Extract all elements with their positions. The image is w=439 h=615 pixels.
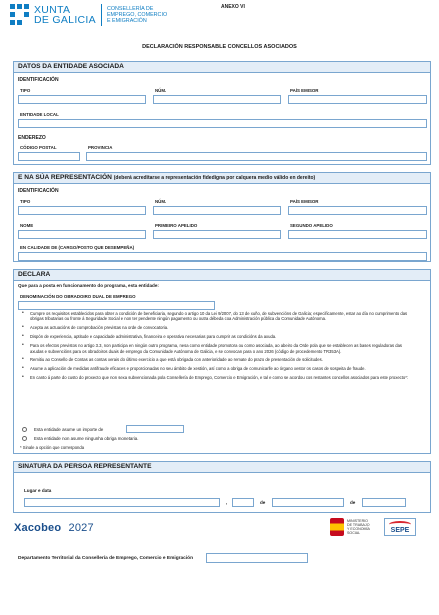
document-title: DECLARACIÓN RESPONSABLE CONCELLOS ASOCIADOS	[142, 44, 297, 50]
declaration-item: • Asume a aplicación de medidas antifraude eficaces e proporcionadas no seu ámbito de xestión, así como a obriga de comunicarlle ao órgano xestor os casos de sospeita de fraude.	[22, 366, 412, 371]
conselleria-name	[107, 6, 167, 24]
partner-logos	[330, 518, 416, 536]
option-assume-amount-label: Esta entidade asume un importe de	[34, 427, 104, 432]
rep-surname2-label: SEGUNDO APELIDO	[290, 223, 333, 228]
rep-name-field[interactable]	[18, 230, 146, 239]
declaration-item: • Acepta as actuacións de comprobación previstas na orde de convocatoria.	[22, 325, 412, 330]
xunta-logo	[10, 4, 167, 26]
rep-surname1-field[interactable]	[153, 230, 281, 239]
declaration-list	[22, 311, 412, 384]
declaration-item: • En canto á parte do custo do proxecto que non sexa subvencionada pola Consellería de Emprego, Comercio e Emigración, e tal e como se acordou cos restantes concellos asociados para este proxecto*:	[22, 375, 412, 380]
rep-identification-heading: IDENTIFICACIÓN	[18, 188, 59, 194]
spain-coat-of-arms-icon	[330, 518, 344, 536]
ministry-line3: Y ECONOMÍA SOCIAL	[347, 527, 370, 535]
signature-section	[13, 461, 431, 513]
rep-surname2-field[interactable]	[288, 230, 427, 239]
local-entity-label: ENTIDADE LOCAL	[20, 112, 59, 117]
option-note: * Sinale a opción que corresponda	[20, 445, 85, 450]
place-date-label: Lugar e data	[24, 488, 52, 493]
declaration-intro: Que para a posta en funcionamento do programa, esta entidade:	[18, 283, 159, 288]
entity-issuer-field[interactable]	[288, 95, 427, 104]
de-separator-2: de	[350, 500, 356, 505]
postal-code-label: CÓDIGO POSTAL	[20, 145, 57, 150]
entity-type-label: TIPO	[20, 88, 31, 93]
option-no-obligation-radio[interactable]	[22, 436, 27, 441]
entity-type-field[interactable]	[18, 95, 146, 104]
rep-capacity-field[interactable]	[18, 252, 427, 261]
postal-code-field[interactable]	[18, 152, 80, 161]
day-field[interactable]	[232, 498, 254, 507]
rep-issuer-field[interactable]	[288, 206, 427, 215]
declaration-item: • Cumpre os requisitos establecidos para obter a condición de beneficiaria, segundo o artigo 10 da Lei 9/2007, do 13 de xuño, de subvencións de Galicia; especificamente, estar ao día no cumprimento das obrigas tributarias ou fronte á Seguridade Social e non ter pendente ningún pagamento ou outra débeda coa Administración pública da Comunidade Autónoma.	[22, 311, 412, 322]
address-heading: ENDEREZO	[18, 135, 46, 141]
entity-number-field[interactable]	[153, 95, 281, 104]
signature-section-heading: SINATURA DA PERSOA REPRESENTANTE	[14, 462, 430, 473]
conselleria-line1: CONSELLERÍA DE	[106, 6, 154, 12]
rep-capacity-label: EN CALIDADE DE (CARGO/POSTO QUE DESEMPEÑA)	[20, 245, 135, 250]
xacobeo-logo	[14, 522, 94, 534]
xacobeo-text: Xacobeo	[14, 522, 62, 534]
xunta-emblem-icon	[10, 4, 30, 26]
option-no-obligation-label: Esta entidade non asume ningunha obriga monetaria.	[34, 436, 139, 441]
employer-label: DENOMINACIÓN DO OBRADOIRO DUAL DE EMPREGO	[20, 294, 136, 299]
place-field[interactable]	[24, 498, 220, 507]
document-header	[10, 4, 430, 34]
entity-issuer-label: PAÍS EMISOR	[290, 88, 319, 93]
declaration-item: • Remitiu ao Consello de Contas as contas xerais do último exercicio a que está obrigada con anterioridade ao remate do prazo de presentación de solicitudes.	[22, 357, 412, 362]
rep-number-field[interactable]	[153, 206, 281, 215]
rep-type-label: TIPO	[20, 199, 31, 204]
sepe-logo: SEPE	[384, 518, 416, 536]
entity-section	[13, 61, 431, 165]
year-field[interactable]	[362, 498, 406, 507]
ministry-name	[347, 519, 381, 535]
xunta-brand-line2: DE GALICIA	[34, 14, 96, 26]
local-entity-field[interactable]	[18, 119, 427, 128]
province-label: PROVINCIA	[88, 145, 113, 150]
entity-section-heading: DATOS DA ENTIDADE ASOCIADA	[14, 62, 430, 73]
month-field[interactable]	[272, 498, 344, 507]
conselleria-line3: E EMIGRACIÓN	[106, 18, 147, 24]
xunta-brand-line1: XUNTA	[34, 4, 71, 16]
representative-section-heading	[14, 173, 430, 184]
comma-separator: ,	[226, 500, 228, 505]
department-field[interactable]	[206, 553, 308, 563]
province-field[interactable]	[86, 152, 427, 161]
xacobeo-year: 2027	[68, 522, 94, 534]
amount-field[interactable]	[126, 425, 184, 433]
representative-heading-text: E NA SÚA REPRESENTACIÓN	[18, 174, 112, 181]
employer-field[interactable]	[18, 301, 215, 310]
conselleria-line2: EMPREGO, COMERCIO	[106, 12, 168, 18]
rep-type-field[interactable]	[18, 206, 146, 215]
rep-number-label: NÚM.	[155, 199, 167, 204]
entity-identification-heading: IDENTIFICACIÓN	[18, 77, 59, 83]
entity-number-label: NÚM.	[155, 88, 167, 93]
ministry-line2: DE TRABAJO	[347, 523, 370, 527]
de-separator-1: de	[260, 500, 266, 505]
declaration-item: • Para os efectos previstos no artigo 3.3, non participa en ningún outro programa, nesa como entidade promotora ou como asociada, ao abeiro da Orde pola que se establecen as bases reguladoras das axudas e subvencións para os obradoiros duais de emprego da Comunidade Autónoma de Galicia, e se convocan para o ano 2026 (código de procedemento TR353A).	[22, 343, 412, 354]
rep-issuer-label: PAÍS EMISOR	[290, 199, 319, 204]
department-label: Departamento Territorial da Consellería de Emprego, Comercio e Emigración	[18, 556, 194, 561]
representative-heading-note: (deberá acreditarse a representación fidedigna por calquera medio válido en dereito)	[113, 175, 316, 181]
declaration-section-heading: DECLARA	[14, 270, 430, 281]
rep-name-label: NOME	[20, 223, 34, 228]
ministry-line1: MINISTERIO	[347, 519, 368, 523]
option-assume-amount-radio[interactable]	[22, 427, 27, 432]
declaration-item: • Dispón de experiencia, aptitude e capacidade administrativa, financeira e operativa necesarias para cumprir as condicións da axuda.	[22, 334, 412, 339]
annex-label: ANEXO VI	[221, 4, 245, 10]
representative-section	[13, 172, 431, 262]
rep-surname1-label: PRIMEIRO APELIDO	[155, 223, 198, 228]
